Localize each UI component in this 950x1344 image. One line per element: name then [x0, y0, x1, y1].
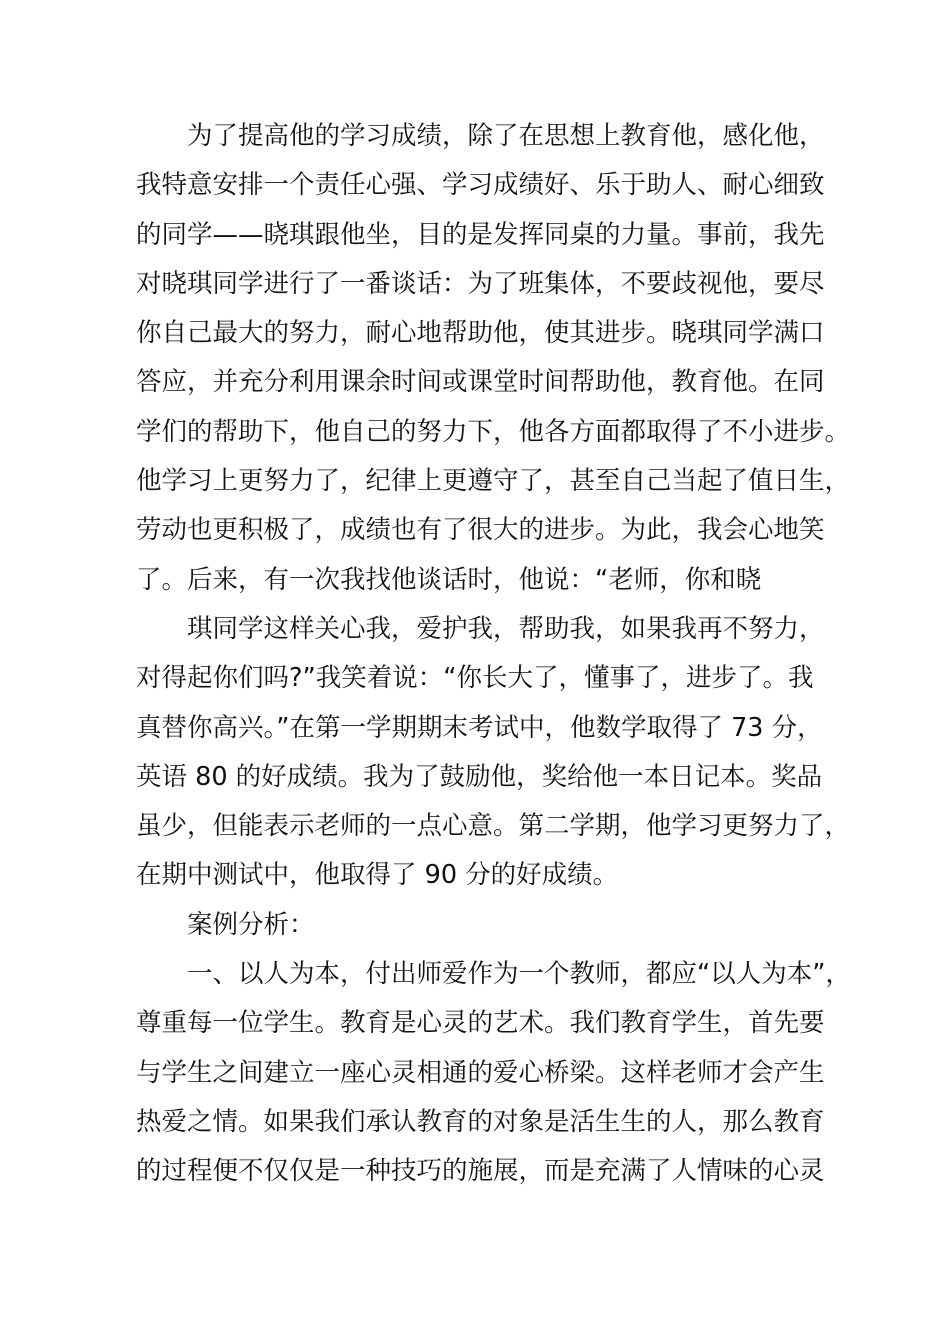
text-line: 了。后来，有一次我找他谈话时，他说：“老师，你和晓 [136, 564, 762, 595]
text-line: 英语 80 的好成绩。我为了鼓励他，奖给他一本日记本。奖品 [136, 761, 823, 792]
text-line: 尊重每一位学生。教育是心灵的艺术。我们教育学生，首先要 [136, 1008, 825, 1039]
text-line: 对晓琪同学进行了一番谈话：为了班集体，不要歧视他，要尽 [136, 268, 825, 299]
section-heading: 案例分析： [187, 909, 315, 940]
text-line: 琪同学这样关心我，爱护我，帮助我，如果我再不努力， [187, 613, 825, 644]
text-line: 为了提高他的学习成绩，除了在思想上教育他，感化他， [187, 121, 825, 151]
text-line: 答应，并充分利用课余时间或课堂时间帮助他，教育他。在同 [136, 367, 825, 398]
text-line: 虽少，但能表示老师的一点心意。第二学期，他学习更努力了， [136, 811, 851, 842]
text-line: 的过程便不仅仅是一种技巧的施展，而是充满了人情味的心灵 [136, 1156, 825, 1187]
document-body [136, 112, 866, 1197]
text-line: 一、以人为本，付出师爱作为一个教师，都应“以人为本”， [187, 959, 851, 990]
text-line: 学们的帮助下，他自己的努力下，他各方面都取得了不小进步。 [136, 416, 851, 447]
text-line: 真替你高兴。”在第一学期期末考试中，他数学取得了 73 分， [136, 712, 823, 743]
text-line: 劳动也更积极了，成绩也有了很大的进步。为此，我会心地笑 [136, 515, 825, 546]
text-line: 他学习上更努力了，纪律上更遵守了，甚至自己当起了值日生， [136, 466, 851, 497]
text-line: 我特意安排一个责任心强、学习成绩好、乐于助人、耐心细致 [136, 170, 825, 201]
text-line: 的同学——晓琪跟他坐，目的是发挥同桌的力量。事前，我先 [136, 219, 825, 250]
text-line: 与学生之间建立一座心灵相通的爱心桥梁。这样老师才会产生 [136, 1057, 825, 1088]
text-line: 热爱之情。如果我们承认教育的对象是活生生的人，那么教育 [136, 1106, 825, 1137]
text-line: 你自己最大的努力，耐心地帮助他，使其进步。晓琪同学满口 [136, 318, 825, 349]
text-line: 在期中测试中，他取得了 90 分的好成绩。 [136, 860, 619, 891]
text-line: 对得起你们吗?”我笑着说：“你长大了，懂事了，进步了。我 [136, 663, 814, 694]
